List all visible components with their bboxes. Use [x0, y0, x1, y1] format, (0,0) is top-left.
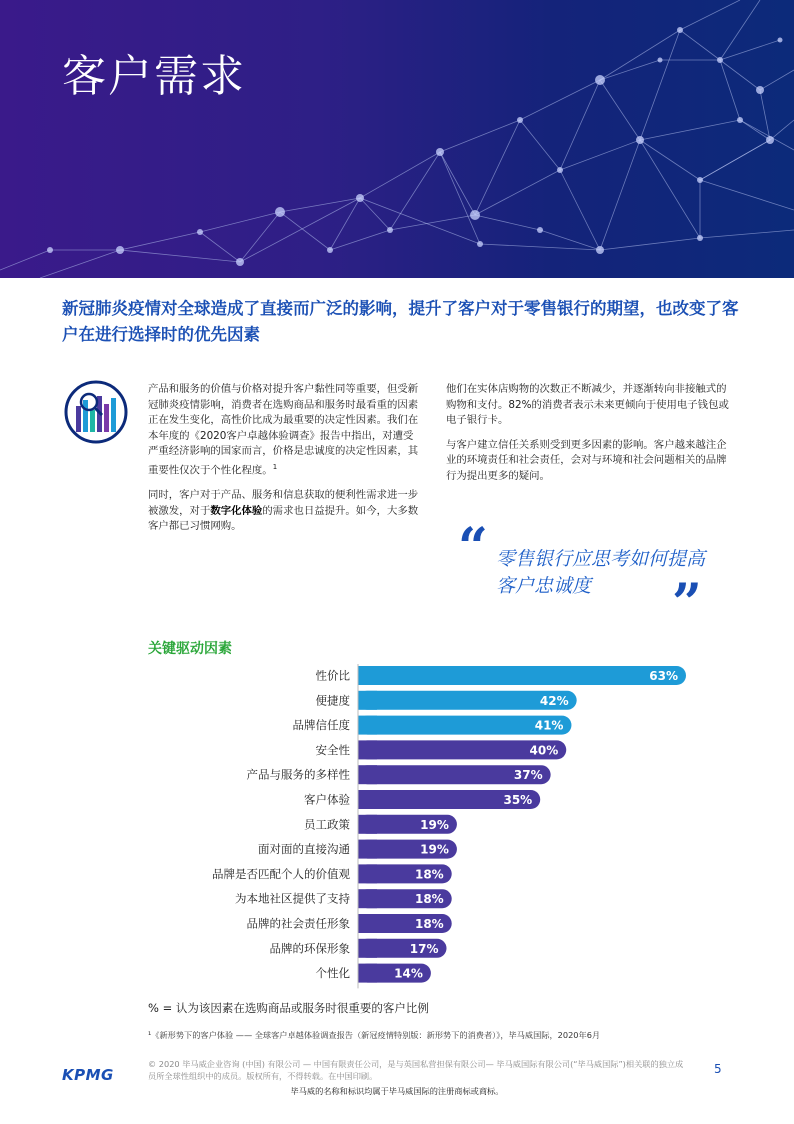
bar-category-label: 品牌是否匹配个人的价值观 — [212, 866, 350, 881]
bar-value-label: 63% — [649, 669, 678, 683]
bar-value-label: 35% — [503, 793, 533, 807]
bar-category-label: 品牌的环保形象 — [269, 941, 350, 956]
emphasis-text: 数字化体验 — [210, 504, 263, 517]
bar-value-label: 18% — [414, 892, 444, 907]
bar-base — [358, 889, 377, 908]
trademark-text: 毕马威的名称和标识均属于毕马威国际的注册商标或商标。 — [290, 1086, 504, 1096]
bar-value-label: 17% — [409, 941, 439, 956]
copyright-text: © 2020 毕马威企业咨询 (中国) 有限公司 — 中国有限责任公司，是与英国私营担保有限公司— 毕马威国际有限公司(“毕马威国际”)相关联的独立成员所全球性组织中的成员。版权所有，不得转载。在中国印刷。 — [148, 1059, 684, 1081]
body-column-right — [446, 382, 736, 494]
bar-base — [358, 864, 377, 883]
footnote: ¹《新形势下的客户体验 —— 全球客户卓越体验调查报告（新冠疫情特别版：新形势下的消费者）》，毕马威国际，2020年6月 — [148, 1030, 601, 1040]
bar-value-label: 40% — [529, 743, 559, 758]
bar-category-label: 品牌信任度 — [292, 718, 350, 733]
bar-value-label: 19% — [420, 842, 449, 857]
chart-title: 关键驱动因素 — [148, 641, 232, 657]
subheading: 新冠肺炎疫情对全球造成了直接而广泛的影响，提升了客户对于零售银行的期望，也改变了客户在进行选择时的优先因素 — [62, 299, 739, 344]
bar-value-label: 41% — [534, 718, 564, 733]
page-title: 客户需求 — [62, 51, 246, 102]
kpmg-logo: KPMG — [62, 1066, 114, 1084]
bar-category-label: 客户体验 — [304, 792, 350, 807]
paragraph-text: 的需求也日益提升。如今，大多数客户都已习惯网购。 — [148, 504, 419, 533]
bar-category-label: 面对面的直接沟通 — [258, 842, 350, 857]
bar-base — [358, 964, 377, 983]
bar-value-label: 19% — [420, 817, 449, 832]
legend-note: % = 认为该因素在选购商品或服务时很重要的客户比例 — [148, 1001, 429, 1015]
chart-magnifier-icon — [64, 380, 128, 444]
bar-category-label: 产品与服务的多样性 — [246, 767, 350, 782]
paragraph — [148, 382, 420, 479]
bar-chart — [150, 664, 710, 994]
bar-category-label: 员工政策 — [304, 817, 350, 832]
pull-quote: 零售银行应思考如何提高客户忠诚度 — [496, 548, 706, 597]
bar-base — [358, 790, 377, 809]
bar-base — [358, 815, 377, 834]
body-column-left — [148, 382, 420, 544]
bar-category-label: 为本地社区提供了支持 — [235, 891, 350, 906]
bar-value-label: 42% — [539, 693, 569, 708]
bar-base — [358, 939, 377, 958]
bar-value-label: 18% — [414, 917, 444, 931]
bar-category-label: 便捷度 — [315, 693, 350, 708]
bar-base — [358, 740, 377, 759]
close-quote-icon: ” — [672, 573, 702, 634]
bar-base — [358, 840, 377, 859]
footnote-ref: 1 — [272, 462, 278, 471]
paragraph-text: 同时，客户对于产品、服务和信息获取的便利性需求进一步被激发，对于 — [148, 489, 419, 517]
paragraph: 与客户建立信任关系则受到更多因素的影响。客户越来越注企业的环境责任和社会责任，会对与环境和社会问题相关的品牌行为提出更多的疑问。 — [446, 438, 727, 482]
bar-base — [358, 716, 377, 735]
page-number: 5 — [714, 1062, 722, 1076]
bar-base — [358, 765, 377, 784]
bar-category-label: 性价比 — [315, 668, 350, 683]
bar — [358, 666, 686, 685]
bar-value-label: 14% — [394, 966, 423, 981]
paragraph — [148, 488, 420, 535]
bar-category-label: 品牌的社会责任形象 — [246, 916, 350, 931]
header-banner — [0, 0, 794, 278]
bar-category-label: 个性化 — [315, 966, 350, 981]
bar-base — [358, 666, 377, 685]
paragraph-text: 产品和服务的价值与价格对提升客户黏性同等重要，但受新冠肺炎疫情影响，消费者在选购商品和服务时最看重的因素正在发生变化，高性价比成为最重要的决定性因素。我们在本年度的《2020客户卓越体验调查》报告中指出，对遭受严重经济影响的国家而言，价格是忠诚度的决定性因素，其重要性仅次于个性化程度。 — [148, 383, 419, 477]
bar-base — [358, 691, 377, 710]
open-quote-icon: “ — [458, 517, 488, 578]
paragraph: 他们在实体店购物的次数正不断减少，并逐渐转向非接触式的购物和支付。82%的消费者表示未来更倾向于使用电子钱包或电子银行卡。 — [446, 383, 729, 427]
bar-value-label: 18% — [414, 867, 444, 882]
bar-category-label: 安全性 — [315, 742, 350, 757]
bar-value-label: 37% — [513, 768, 543, 783]
bar-base — [358, 914, 377, 933]
